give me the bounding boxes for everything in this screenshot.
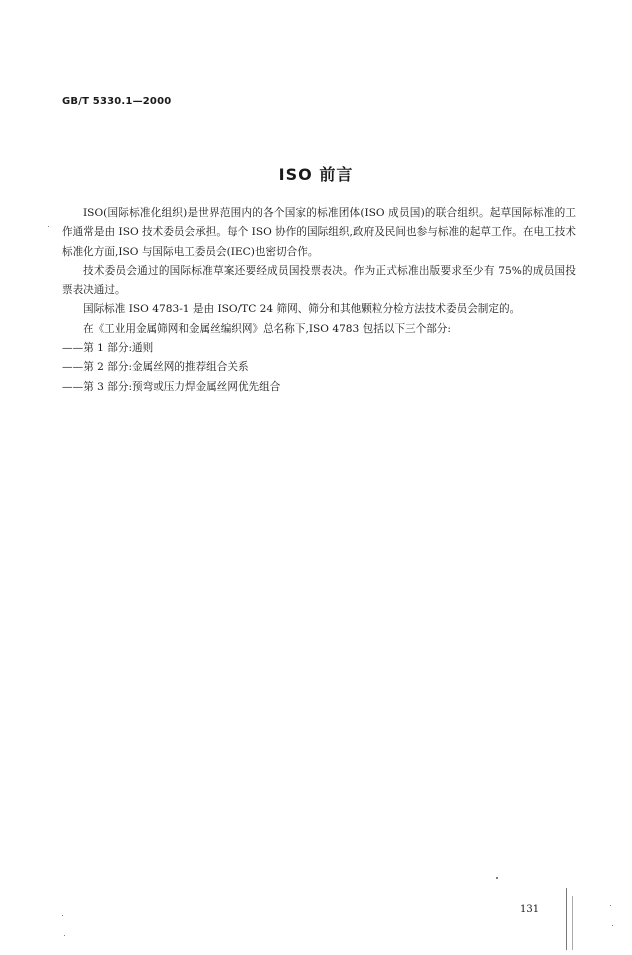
scan-margin-line [566,888,567,950]
scan-speck [496,877,498,879]
page-number: 131 [520,904,540,915]
standard-code-header: GB/T 5330.1—2000 [62,96,172,107]
paragraph-iso-4783-parts: 在《工业用金属筛网和金属丝编织网》总名称下,ISO 4783 包括以下三个部分: [83,322,451,335]
scan-speck [64,935,65,936]
page-title: ISO 前言 [278,165,354,184]
list-item-part-3: ——第 3 部分:预弯或压力焊金属丝网优先组合 [62,380,281,393]
list-item-part-1: ——第 1 部分:通则 [62,342,154,355]
paragraph-iso-4783-1: 国际标准 ISO 4783-1 是由 ISO/TC 24 筛网、筛分和其他颗粒分检方法技术委员会制定的。 [83,303,521,316]
document-body [62,204,576,397]
scan-speck [612,925,613,926]
scan-margin-line [572,896,573,950]
scan-speck [62,915,63,916]
paragraph-iso-organization: ISO(国际标准化组织)是世界范围内的各个国家的标准团体(ISO 成员国)的联合组织。起草国际标准的工作通常是由 ISO 技术委员会承担。每个 ISO 协作的国际组织,政府及民间也参与标准的起草工作。在电工技术标准化方面,ISO 与国际电工委员会(IEC)也密切合作。 [62,207,576,258]
list-item-part-2: ——第 2 部分:金属丝网的推荐组合关系 [62,361,249,374]
scan-speck [48,226,49,227]
paragraph-voting: 技术委员会通过的国际标准草案还要经成员国投票表决。作为正式标准出版要求至少有 75%的成员国投票表决通过。 [62,264,576,297]
scan-speck [610,905,611,906]
